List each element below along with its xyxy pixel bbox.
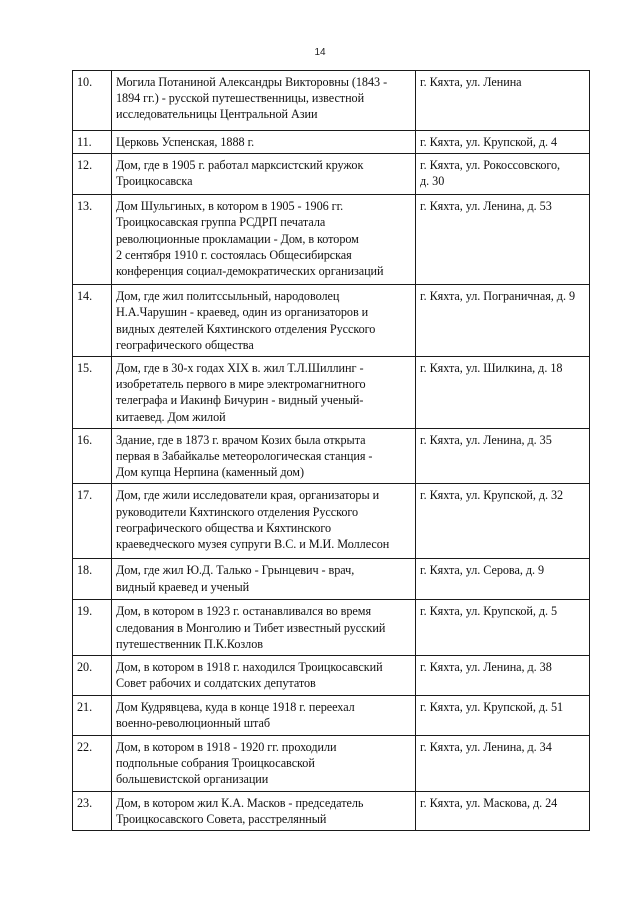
object-description: Дом, где жили исследователи края, организаторы и руководители Кяхтинского отделения Русского географического общества и Кяхтинского краеведческого музея супруги В.С. и М.И. Моллесон <box>112 484 416 559</box>
object-description: Здание, где в 1873 г. врачом Козих была открыта первая в Забайкалье метеорологическая станция - Дом купца Нерпина (каменный дом) <box>112 428 416 484</box>
heritage-objects-table <box>72 70 590 831</box>
table-row <box>73 357 590 429</box>
object-address: г. Кяхта, ул. Рокоссовского, д. 30 <box>416 154 590 195</box>
row-number: 19. <box>73 600 112 656</box>
object-description: Дом Кудрявцева, куда в конце 1918 г. переехал военно-революционный штаб <box>112 696 416 736</box>
row-number: 13. <box>73 195 112 285</box>
table-row <box>73 656 590 696</box>
row-number: 22. <box>73 736 112 792</box>
row-number: 11. <box>73 131 112 154</box>
object-address: г. Кяхта, ул. Шилкина, д. 18 <box>416 357 590 429</box>
row-number: 20. <box>73 656 112 696</box>
table-row <box>73 154 590 195</box>
object-description: Дом, где жил Ю.Д. Талько - Грынцевич - врач, видный краевед и ученый <box>112 559 416 600</box>
object-address: г. Кяхта, ул. Крупской, д. 4 <box>416 131 590 154</box>
table-row <box>73 484 590 559</box>
table-row <box>73 696 590 736</box>
object-address: г. Кяхта, ул. Крупской, д. 32 <box>416 484 590 559</box>
row-number: 15. <box>73 357 112 429</box>
row-number: 16. <box>73 428 112 484</box>
table-row <box>73 559 590 600</box>
row-number: 17. <box>73 484 112 559</box>
row-number: 21. <box>73 696 112 736</box>
object-address: г. Кяхта, ул. Ленина, д. 35 <box>416 428 590 484</box>
page-number: 14 <box>314 47 326 58</box>
table-row <box>73 285 590 357</box>
object-description: Дом, в котором в 1918 г. находился Троицкосавский Совет рабочих и солдатских депутатов <box>112 656 416 696</box>
object-description: Дом Шульгиных, в котором в 1905 - 1906 гг. Троицкосавская группа РСДРП печатала революционные прокламации - Дом, в котором 2 сентября 1910 г. состоялась Общесибирская конференция социал-демократических организаций <box>112 195 416 285</box>
row-number: 12. <box>73 154 112 195</box>
object-address: г. Кяхта, ул. Крупской, д. 5 <box>416 600 590 656</box>
table-row <box>73 195 590 285</box>
object-address: г. Кяхта, ул. Крупской, д. 51 <box>416 696 590 736</box>
object-address: г. Кяхта, ул. Серова, д. 9 <box>416 559 590 600</box>
row-number: 10. <box>73 71 112 131</box>
row-number: 23. <box>73 791 112 830</box>
table-row <box>73 736 590 792</box>
object-description: Дом, в котором в 1918 - 1920 гг. проходили подпольные собрания Троицкосавской большевистской организации <box>112 736 416 792</box>
object-description: Дом, в котором в 1923 г. останавливался во время следования в Монголию и Тибет известный русский путешественник П.К.Козлов <box>112 600 416 656</box>
object-description: Дом, в котором жил К.А. Масков - председатель Троицкосавского Совета, расстрелянный <box>112 791 416 830</box>
row-number: 14. <box>73 285 112 357</box>
table-row <box>73 791 590 830</box>
object-address: г. Кяхта, ул. Ленина, д. 38 <box>416 656 590 696</box>
object-description: Дом, где в 30-х годах XIX в. жил Т.Л.Шиллинг - изобретатель первого в мире электромагнитного телеграфа и Иакинф Бичурин - видный ученый- китаевед. Дом жилой <box>112 357 416 429</box>
object-address: г. Кяхта, ул. Ленина <box>416 71 590 131</box>
object-description: Дом, где в 1905 г. работал марксистский кружок Троицкосавска <box>112 154 416 195</box>
object-address: г. Кяхта, ул. Пограничная, д. 9 <box>416 285 590 357</box>
object-address: г. Кяхта, ул. Маскова, д. 24 <box>416 791 590 830</box>
object-address: г. Кяхта, ул. Ленина, д. 53 <box>416 195 590 285</box>
object-description: Дом, где жил политссыльный, народоволец Н.А.Чарушин - краевед, один из организаторов и видных деятелей Кяхтинского отделения Русского географического общества <box>112 285 416 357</box>
object-description: Церковь Успенская, 1888 г. <box>112 131 416 154</box>
table-row <box>73 428 590 484</box>
object-description: Могила Потаниной Александры Викторовны (1843 - 1894 гг.) - русской путешественницы, известной исследовательницы Центральной Азии <box>112 71 416 131</box>
table-row <box>73 71 590 131</box>
table-row <box>73 131 590 154</box>
object-address: г. Кяхта, ул. Ленина, д. 34 <box>416 736 590 792</box>
row-number: 18. <box>73 559 112 600</box>
table-row <box>73 600 590 656</box>
